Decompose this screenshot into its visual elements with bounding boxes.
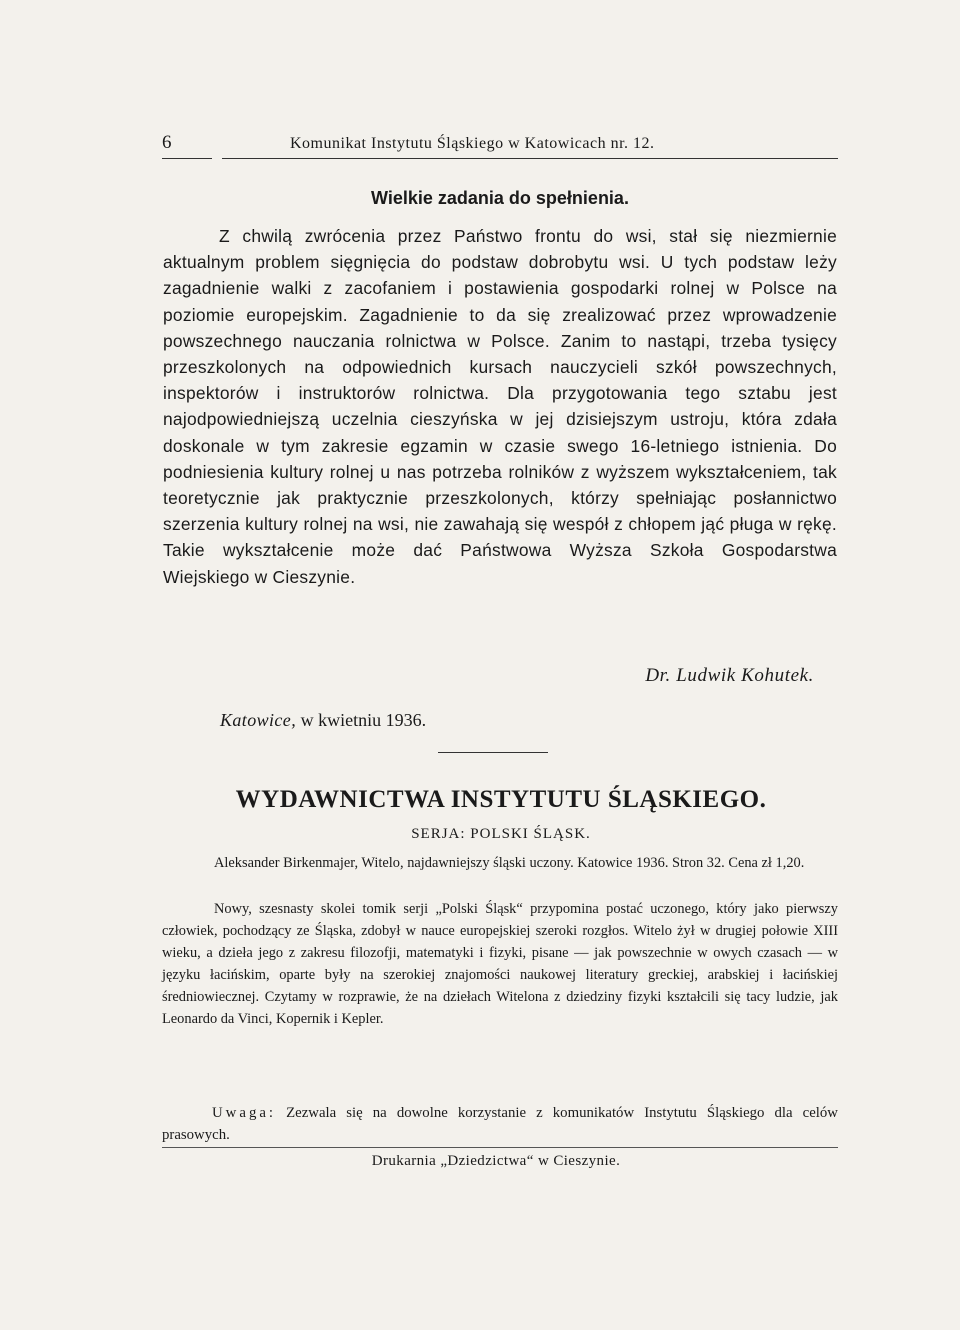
publications-heading: WYDAWNICTWA INSTYTUTU ŚLĄSKIEGO. — [235, 786, 767, 813]
publication-entry: Aleksander Birkenmajer, Witelo, najdawniejszy śląski uczony. Katowice 1936. Stron 32. Cena zł 1,20. — [214, 855, 805, 871]
dateline-date: w kwietniu 1936. — [296, 710, 427, 730]
series-heading: SERJA: POLSKI ŚLĄSK. — [411, 826, 591, 842]
footer-rule — [162, 1147, 838, 1148]
section-divider — [438, 752, 548, 753]
author-signature: Dr. Ludwik Kohutek. — [645, 665, 814, 686]
press-notice — [162, 1102, 838, 1146]
dateline-place: Katowice, — [220, 710, 297, 730]
article-title: Wielkie zadania do spełnienia. — [371, 188, 629, 208]
running-header: Komunikat Instytutu Śląskiego w Katowicach nr. 12. — [290, 135, 655, 152]
header-rule — [222, 158, 838, 159]
article-body: Z chwilą zwrócenia przez Państwo frontu do wsi, stał się niezmiernie aktualnym problem sięgnięcia do podstaw dobrobytu wsi. U tych podstaw leży zagadnienie walki z zacofaniem i postawienia gospodarki rolnej w Polsce na poziomie europejskim. Zagadnienie to da się zrealizować przez wprowadzenie powszechnego nauczania rolnictwa w Polsce. Zanim to nastąpi, trzeba tysięcy przeszkolonych na odpowiednich kursach nauczycieli szkół powszechnych, inspektorów i instruktorów rolnictwa. Dla przygotowania tego sztabu jest najodpowiedniejszą uczelnia cieszyńska w jej dzisiejszym ustroju, która zdała doskonale w tym zakresie egzamin w czasie swego 16-letniego istnienia. Do podniesienia kultury rolnej u nas potrzeba rolników z wyższem wykształceniem, tak teoretycznie jak praktycznie przeszkolonych, którzy spełniając posłannictwo szerzenia kultury rolnej na wsi, nie zawahają się wespół z chłopem jąć pługa w rękę. Takie wykształcenie może dać Państwowa Wyższa Szkoła Gospodarstwa Wiejskiego w Cieszynie. — [163, 226, 837, 587]
dateline — [220, 710, 426, 731]
notice-text: Zezwala się na dowolne korzystanie z komunikatów Instytutu Śląskiego dla celów prasowych. — [162, 1105, 838, 1143]
printer-imprint: Drukarnia „Dziedzictwa“ w Cieszynie. — [371, 1153, 621, 1169]
notice-label: Uwaga: — [212, 1105, 277, 1121]
page-number: 6 — [162, 132, 172, 153]
publication-description: Nowy, szesnasty skolei tomik serji „Polski Śląsk“ przypomina postać uczonego, który jako pierwszy człowiek, pochodzący ze Śląska, zdobył w nauce europejskiej szeroki rozgłos. Witelo żył w drugiej połowie XIII wieku, a dzieła jego z zakresu filozofji, matematyki i fizyki, pisane — jak powszechnie w owych czasach — w języku łacińskim, oparte były na szerokiej znajomości naukowej literatury greckiej, arabskiej i łacińskiej średniowiecznej. Czytamy w rozprawie, że na dziełach Witelona z dziedziny fizyki kształcili się tacy ludzie, jak Leonardo da Vinci, Kopernik i Kepler. — [162, 901, 838, 1027]
header-rule-left — [162, 158, 212, 159]
